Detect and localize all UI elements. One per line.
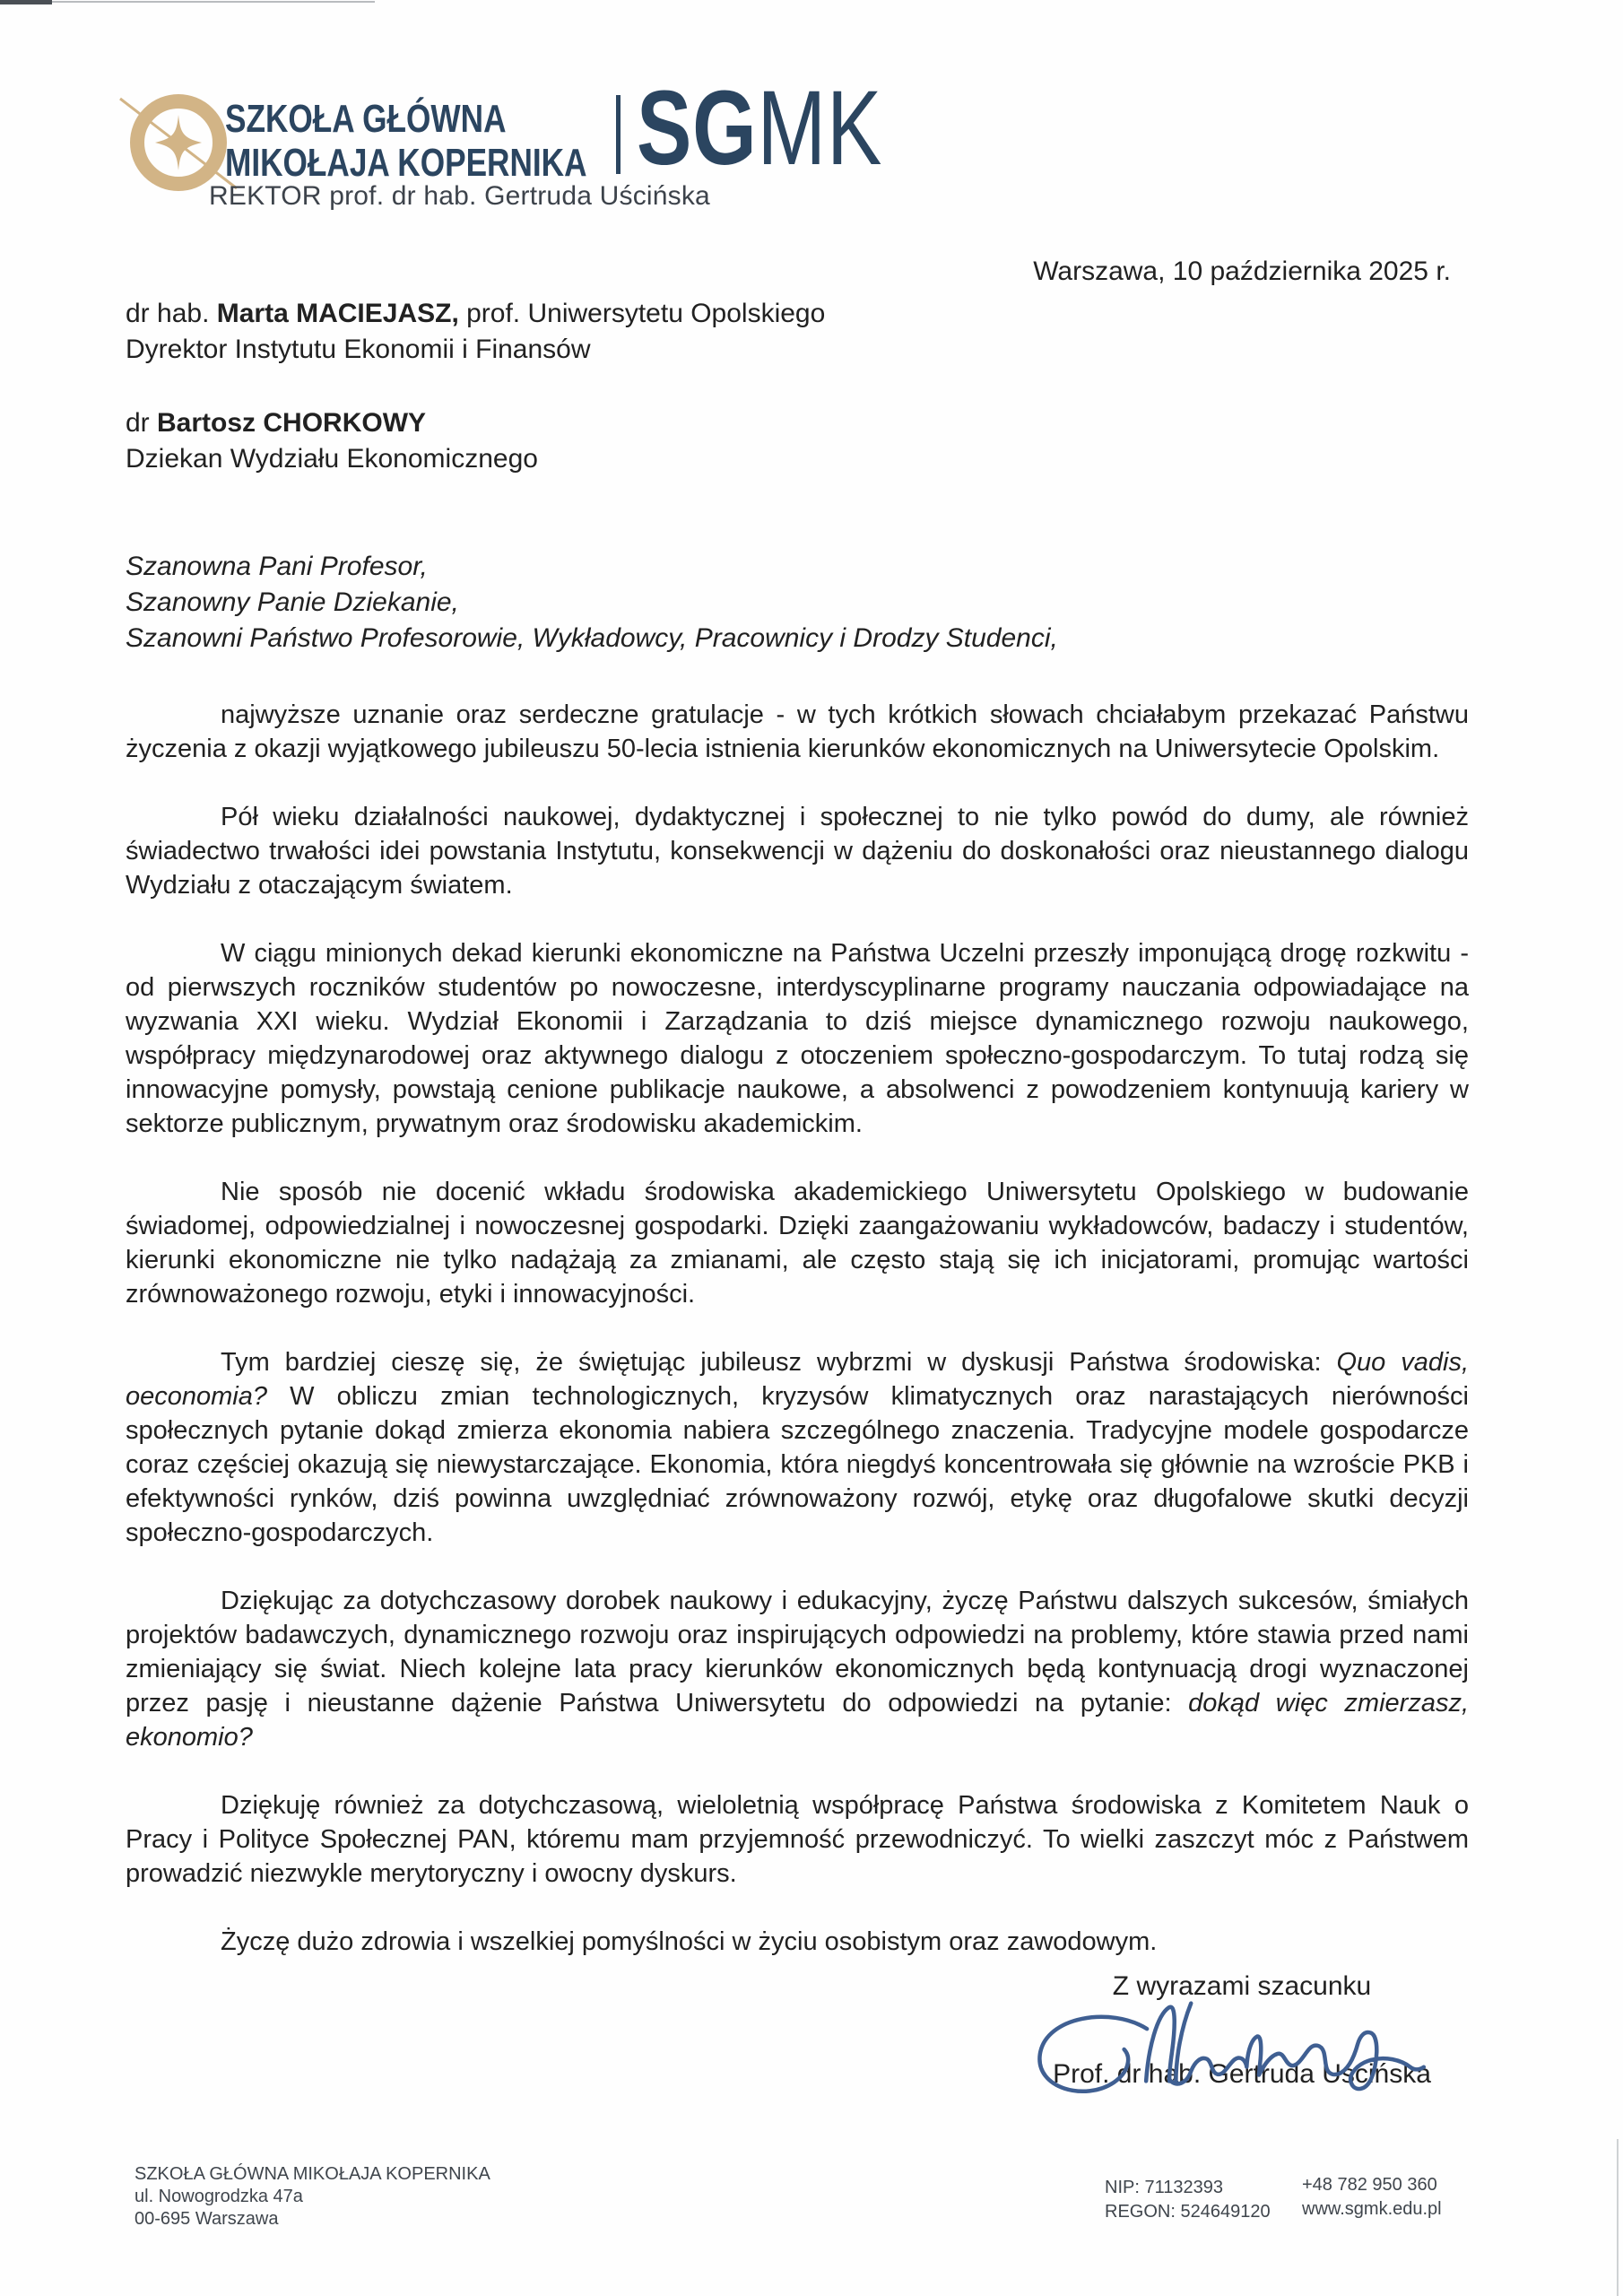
footer-org-name: SZKOŁA GŁÓWNA MIKOŁAJA KOPERNIKA xyxy=(135,2164,490,2184)
footer-address xyxy=(135,2163,490,2231)
letter-paragraph: Nie sposób nie docenić wkładu środowiska akademickiego Uniwersytetu Opolskiego w budowanie świadomej, odpowiedzialnej i nowoczesnej gospodarki. Dzięki zaangażowaniu wykładowców, badaczy i studentów, kierunki ekonomiczne nie tylko nadążają za zmianami, ale często stają się ich inicjatorami, promując wartości zrównoważonego rozwoju, etyki i innowacyjności. xyxy=(126,1178,1469,1309)
letter-paragraph: Życzę dużo zdrowia i wszelkiej pomyślności w życiu osobistym oraz zawodowym. xyxy=(221,1927,1158,1956)
footer-website: www.sgmk.edu.pl xyxy=(1302,2199,1442,2219)
wordmark-light-part: MK xyxy=(757,69,883,187)
footer-phone: +48 782 950 360 xyxy=(1302,2175,1437,2195)
salutation-line: Szanowny Panie Dziekanie, xyxy=(126,587,459,617)
logo-divider xyxy=(616,95,621,174)
signer-name: Prof. dr hab. Gertruda Uścińska xyxy=(1053,2059,1431,2089)
letter-paragraph: Pół wieku działalności naukowej, dydaktycznej i społecznej to nie tylko powód do dumy, ale również świadectwo trwałości idei powstania Instytutu, konsekwencji w dążeniu do doskonałości oraz nieustannego dialogu Wydziału z otaczającym światem. xyxy=(126,803,1469,900)
paragraph-text: Tym bardziej cieszę się, że świętując jubileusz wybrzmi w dyskusji Państwa środowiska: xyxy=(221,1348,1337,1377)
recipient-suffix: prof. Uniwersytetu Opolskiego xyxy=(458,299,826,328)
letter-paragraph xyxy=(126,1584,1469,1754)
letter-body xyxy=(126,698,1469,1993)
scan-artifact-right-edge xyxy=(1617,2139,1619,2296)
paragraph-text: W obliczu zmian technologicznych, kryzysów klimatycznych oraz narastających nierówności społecznych pytanie dokąd zmierza ekonomia nabiera szczególnego znaczenia. Tradycyjne modele gospodarcze coraz częściej okazują się niewystarczające. Ekonomia, która niegdyś koncentrowała się głównie na wzroście PKB i efektywności rynków, dziś powinna uwzględniać zrównoważony rozwój, etykę oraz długofalowe skutki decyzji społeczno-gospodarczych. xyxy=(126,1382,1469,1547)
date-line: Warszawa, 10 października 2025 r. xyxy=(1033,257,1451,286)
footer-regon: REGON: 524649120 xyxy=(1105,2202,1271,2222)
scan-artifact-top-line xyxy=(52,1,375,3)
recipient-prefix: dr xyxy=(126,408,158,438)
closing-regards: Z wyrazami szacunku xyxy=(1112,1971,1372,2001)
footer-street: ul. Nowogrodzka 47a xyxy=(135,2187,303,2206)
rektor-line: REKTOR prof. dr hab. Gertruda Uścińska xyxy=(209,181,710,211)
recipient-name-line xyxy=(126,405,538,441)
salutation-line: Szanowna Pani Profesor, xyxy=(126,552,428,581)
footer-city: 00-695 Warszawa xyxy=(135,2209,279,2229)
recipient-block-2 xyxy=(126,405,538,477)
salutation-line: Szanowni Państwo Profesorowie, Wykładowcy, Pracownicy i Drodzy Studenci, xyxy=(126,623,1058,653)
footer-contact xyxy=(1302,2173,1442,2222)
recipient-name-line xyxy=(126,296,825,332)
organization-name-line2: MIKOŁAJA KOPERNIKA xyxy=(225,141,587,185)
recipient-prefix: dr hab. xyxy=(126,299,217,328)
salutation xyxy=(126,549,1058,657)
letter-paragraph: Dziękuję również za dotychczasową, wieloletnią współpracę Państwa środowiska z Komitetem Nauk o Pracy i Polityce Społecznej PAN, któremu mam przyjemność przewodniczyć. To wielki zaszczyt móc z Państwem prowadzić niezwykle merytoryczny i owocny dyskurs. xyxy=(126,1791,1469,1888)
recipient-role: Dyrektor Instytutu Ekonomii i Finansów xyxy=(126,335,591,364)
letter-paragraph xyxy=(126,1345,1469,1550)
paragraph-emphasis: Quo vadis, oeconomia? xyxy=(126,1348,1469,1411)
closing-block xyxy=(991,1971,1493,2090)
wordmark-bold-part: SG xyxy=(637,69,758,187)
recipient-name: Bartosz CHORKOWY xyxy=(157,408,427,438)
organization-name xyxy=(225,97,587,185)
footer-ids xyxy=(1105,2176,1271,2224)
footer-nip: NIP: 71132393 xyxy=(1105,2178,1223,2197)
letter-paragraph: W ciągu minionych dekad kierunki ekonomiczne na Państwa Uczelni przeszły imponującą drogę rozkwitu - od pierwszych roczników studentów po nowoczesne, interdyscyplinarne programy nauczania odpowiadające na wyzwania XXI wieku. Wydział Ekonomii i Zarządzania to dziś miejsce dynamicznego rozwoju naukowego, współpracy międzynarodowej oraz aktywnego dialogu z otoczeniem społeczno-gospodarczym. To tutaj rodzą się innowacyjne pomysły, powstają cenione publikacje naukowe, a absolwenci z powodzeniem kontynuują kariery w sektorze publicznym, prywatnym oraz środowisku akademickim. xyxy=(126,939,1469,1138)
recipient-role: Dziekan Wydziału Ekonomicznego xyxy=(126,444,538,474)
scan-artifact-top-dark xyxy=(0,0,52,4)
letter-paragraph: najwyższe uznanie oraz serdeczne gratulacje - w tych krótkich słowach chciałabym przekazać Państwu życzenia z okazji wyjątkowego jubileuszu 50-lecia istnienia kierunków ekonomicznych na Uniwersytecie Opolskim. xyxy=(126,700,1469,763)
organization-name-line1: SZKOŁA GŁÓWNA xyxy=(225,97,507,141)
paragraph-emphasis: dokąd więc zmierzasz, ekonomio? xyxy=(126,1689,1470,1752)
paragraph-text: Dziękując za dotychczasowy dorobek naukowy i edukacyjny, życzę Państwu dalszych sukcesów, śmiałych projektów badawczych, dynamicznego rozwoju oraz inspirujących odpowiedzi na problemy, które stawia przed nami zmieniający się świat. Niech kolejne lata pracy kierunków ekonomicznych będą kontynuacją drogi wyznaczonej przez pasję i nieustanne dążenie Państwa Uniwersytetu do odpowiedzi na pytanie: xyxy=(126,1587,1469,1718)
sgmk-wordmark xyxy=(637,69,883,187)
recipient-name: Marta MACIEJASZ, xyxy=(216,299,459,328)
recipient-block-1 xyxy=(126,296,825,368)
